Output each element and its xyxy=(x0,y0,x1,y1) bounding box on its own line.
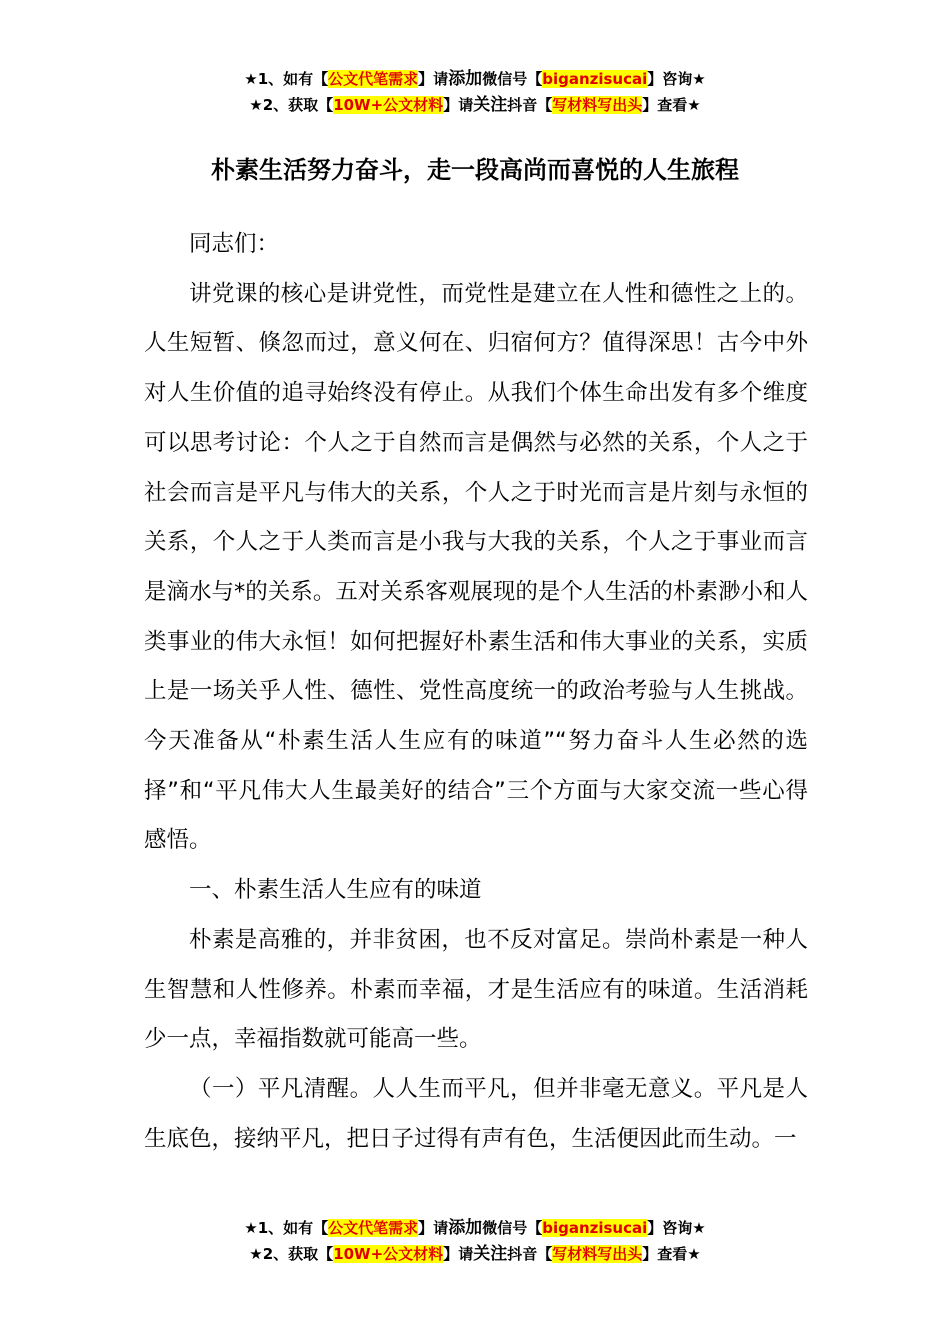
banner-text: 抖音【 xyxy=(507,96,553,114)
banner-emphasis: 添加 xyxy=(448,1218,483,1238)
banner-line-2 xyxy=(0,1241,950,1267)
banner-text: 】请 xyxy=(418,70,449,88)
banner-text: 】查看★ xyxy=(642,1245,701,1263)
document-body xyxy=(144,220,808,1164)
highlight-douyin-id: 写材料写出头 xyxy=(552,96,643,114)
banner-text: 】咨询★ xyxy=(647,70,706,88)
highlight-service: 公文代笔需求 xyxy=(328,70,419,88)
salutation: 同志们： xyxy=(189,231,280,257)
highlight-wechat-id: biganzisucai xyxy=(542,1219,648,1237)
banner-text: 微信号【 xyxy=(482,1219,543,1237)
banner-text: 】查看★ xyxy=(642,96,701,114)
banner-text: 】咨询★ xyxy=(647,1219,706,1237)
banner-text: ★1、如有【 xyxy=(244,70,329,88)
banner-line-1 xyxy=(0,66,950,92)
section-heading: 一、朴素生活人生应有的味道 xyxy=(189,877,482,904)
footer-banner xyxy=(0,1215,950,1267)
highlight-douyin-id: 写材料写出头 xyxy=(552,1245,643,1263)
highlight-service: 公文代笔需求 xyxy=(328,1219,419,1237)
banner-text: 】请 xyxy=(418,1219,449,1237)
header-banner xyxy=(0,66,950,118)
banner-line-2 xyxy=(0,92,950,118)
banner-text: ★2、获取【 xyxy=(249,1245,334,1263)
banner-emphasis: 添加 xyxy=(448,69,483,89)
banner-emphasis: 关注 xyxy=(473,1244,508,1264)
banner-emphasis: 关注 xyxy=(473,95,508,115)
banner-line-1 xyxy=(0,1215,950,1241)
banner-text: 】请 xyxy=(443,96,474,114)
highlight-wechat-id: biganzisucai xyxy=(542,70,648,88)
banner-text: ★2、获取【 xyxy=(249,96,334,114)
banner-text: ★1、如有【 xyxy=(244,1219,329,1237)
banner-text: 微信号【 xyxy=(482,70,543,88)
banner-text: 抖音【 xyxy=(507,1245,553,1263)
banner-text: 】请 xyxy=(443,1245,474,1263)
highlight-materials: 10W+公文材料 xyxy=(333,96,444,114)
paragraph: 讲党课的核心是讲党性，而党性是建立在人性和德性之上的。人生短暂、倏忽而过，意义何在、归宿何方？值得深思！古今中外对人生价值的追寻始终没有停止。从我们个体生命出发有多个维度可以思考讨论：个人之于自然而言是偶然与必然的关系，个人之于社会而言是平凡与伟大的关系，个人之于时光而言是片刻与永恒的关系，个人之于人类而言是小我与大我的关系，个人之于事业而言是滴水与*的关系。五对关系客观展现的是个人生活的朴素渺小和人类事业的伟大永恒！如何把握好朴素生活和伟大事业的关系，实质上是一场关乎人性、德性、党性高度统一的政治考验与人生挑战。今天准备从“朴素生活人生应有的味道”“努力奋斗人生必然的选择”和“平凡伟大人生最美好的结合”三个方面与大家交流一些心得感悟。 xyxy=(144,280,808,854)
paragraph: 朴素是高雅的，并非贫困，也不反对富足。崇尚朴素是一种人生智慧和人性修养。朴素而幸福，才是生活应有的味道。生活消耗少一点，幸福指数就可能高一些。 xyxy=(144,926,808,1053)
document-title: 朴素生活努力奋斗，走一段高尚而喜悦的人生旅程 xyxy=(211,156,739,184)
paragraph: （一）平凡清醒。人人生而平凡，但并非毫无意义。平凡是人生底色，接纳平凡，把日子过得有声有色，生活便因此而生动。一 xyxy=(144,1075,808,1152)
highlight-materials: 10W+公文材料 xyxy=(333,1245,444,1263)
